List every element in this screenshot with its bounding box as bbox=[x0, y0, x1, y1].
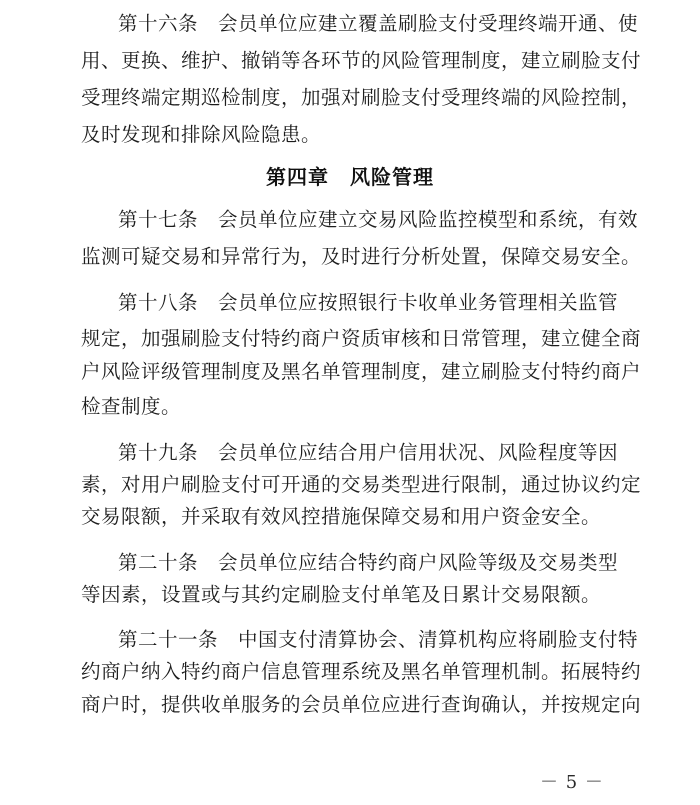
article-20-line-1: 第二十条 会员单位应结合特约商户风险等级及交易类型 bbox=[118, 551, 619, 574]
article-17-line-2: 监测可疑交易和异常行为，及时进行分析处置，保障交易安全。 bbox=[81, 245, 642, 268]
chapter-heading: 第四章 风险管理 bbox=[266, 165, 434, 189]
article-21-line-2: 约商户纳入特约商户信息管理系统及黑名单管理机制。拓展特约 bbox=[81, 660, 642, 683]
article-20-line-2: 等因素，设置或与其约定刷脸支付单笔及日累计交易限额。 bbox=[81, 583, 602, 606]
article-18-line-2: 规定，加强刷脸支付特约商户资质审核和日常管理，建立健全商 bbox=[81, 327, 642, 350]
article-16-line-1: 第十六条 会员单位应建立覆盖刷脸支付受理终端开通、使 bbox=[118, 12, 639, 35]
article-19-line-3: 交易限额，并采取有效风控措施保障交易和用户资金安全。 bbox=[81, 505, 602, 528]
article-21-line-3: 商户时，提供收单服务的会员单位应进行查询确认，并按规定向 bbox=[81, 693, 642, 716]
article-18-line-1: 第十八条 会员单位应按照银行卡收单业务管理相关监管 bbox=[118, 291, 619, 314]
article-18-line-4: 检查制度。 bbox=[81, 395, 182, 418]
article-19-line-1: 第十九条 会员单位应结合用户信用状况、风险程度等因 bbox=[118, 441, 619, 464]
article-16-line-2: 用、更换、维护、撤销等各环节的风险管理制度，建立刷脸支付 bbox=[81, 49, 642, 72]
page-number: － 5 － bbox=[540, 772, 604, 793]
article-21-line-1: 第二十一条 中国支付清算协会、清算机构应将刷脸支付特 bbox=[118, 628, 639, 651]
article-16-line-4: 及时发现和排除风险隐患。 bbox=[81, 123, 322, 146]
article-18-line-3: 户风险评级管理制度及黑名单管理制度，建立刷脸支付特约商户 bbox=[81, 360, 642, 383]
article-16-line-3: 受理终端定期巡检制度，加强对刷脸支付受理终端的风险控制， bbox=[81, 86, 642, 109]
article-17-line-1: 第十七条 会员单位应建立交易风险监控模型和系统，有效 bbox=[118, 208, 639, 231]
article-19-line-2: 素，对用户刷脸支付可开通的交易类型进行限制，通过协议约定 bbox=[81, 473, 642, 496]
